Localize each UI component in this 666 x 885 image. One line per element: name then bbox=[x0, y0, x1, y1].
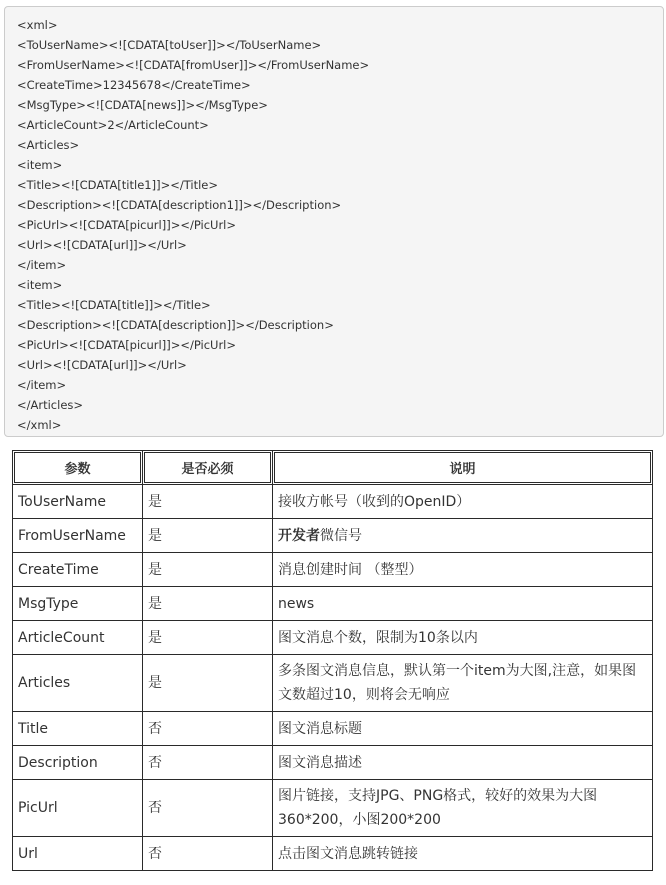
required-cell: 否 bbox=[143, 746, 273, 780]
param-cell: FromUserName bbox=[13, 519, 143, 553]
required-cell: 是 bbox=[143, 621, 273, 655]
required-cell: 是 bbox=[143, 553, 273, 587]
description-cell: news bbox=[273, 587, 653, 621]
xml-code-block bbox=[4, 6, 664, 437]
code-line: <PicUrl><![CDATA[picurl]]></PicUrl> bbox=[17, 218, 237, 232]
param-cell: MsgType bbox=[13, 587, 143, 621]
table-row bbox=[13, 553, 653, 587]
description-cell: 点击图文消息跳转链接 bbox=[273, 837, 653, 871]
code-line: </item> bbox=[17, 258, 67, 272]
description-cell: 消息创建时间 （整型） bbox=[273, 553, 653, 587]
param-cell: ArticleCount bbox=[13, 621, 143, 655]
code-line: <Articles> bbox=[17, 138, 80, 152]
table-row bbox=[13, 485, 653, 519]
param-cell: Url bbox=[13, 837, 143, 871]
param-cell: Title bbox=[13, 712, 143, 746]
required-cell: 是 bbox=[143, 519, 273, 553]
description-bold-text: 开发者 bbox=[278, 527, 320, 544]
code-line: <Description><![CDATA[description]]></Description> bbox=[17, 318, 334, 332]
code-line: <MsgType><![CDATA[news]]></MsgType> bbox=[17, 98, 268, 112]
code-line: <xml> bbox=[17, 18, 58, 32]
table-header-row bbox=[13, 451, 653, 485]
code-line: <Url><![CDATA[url]]></Url> bbox=[17, 238, 187, 252]
description-cell: 图文消息描述 bbox=[273, 746, 653, 780]
description-cell: 图片链接，支持JPG、PNG格式，较好的效果为大图360*200，小图200*200 bbox=[273, 780, 653, 837]
param-cell: ToUserName bbox=[13, 485, 143, 519]
code-line: <Title><![CDATA[title1]]></Title> bbox=[17, 178, 218, 192]
table-row bbox=[13, 587, 653, 621]
param-cell: CreateTime bbox=[13, 553, 143, 587]
code-line: <item> bbox=[17, 158, 63, 172]
header-required: 是否必须 bbox=[143, 451, 273, 485]
param-cell: Articles bbox=[13, 655, 143, 712]
code-line: <Title><![CDATA[title]]></Title> bbox=[17, 298, 211, 312]
code-line: <item> bbox=[17, 278, 63, 292]
description-cell: 图文消息个数，限制为10条以内 bbox=[273, 621, 653, 655]
code-line: </Articles> bbox=[17, 398, 84, 412]
table-row bbox=[13, 621, 653, 655]
required-cell: 是 bbox=[143, 587, 273, 621]
code-line: <ToUserName><![CDATA[toUser]]></ToUserName> bbox=[17, 38, 322, 52]
table-row bbox=[13, 712, 653, 746]
description-cell: 接收方帐号（收到的OpenID） bbox=[273, 485, 653, 519]
description-cell bbox=[273, 519, 653, 553]
required-cell: 是 bbox=[143, 655, 273, 712]
required-cell: 否 bbox=[143, 837, 273, 871]
table-row bbox=[13, 837, 653, 871]
code-line: <FromUserName><![CDATA[fromUser]]></FromUserName> bbox=[17, 58, 370, 72]
code-line: <PicUrl><![CDATA[picurl]]></PicUrl> bbox=[17, 338, 237, 352]
description-cell: 多条图文消息信息，默认第一个item为大图,注意，如果图文数超过10，则将会无响应 bbox=[273, 655, 653, 712]
code-line: </item> bbox=[17, 378, 67, 392]
param-cell: Description bbox=[13, 746, 143, 780]
required-cell: 否 bbox=[143, 712, 273, 746]
code-line: <CreateTime>12345678</CreateTime> bbox=[17, 78, 251, 92]
description-cell: 图文消息标题 bbox=[273, 712, 653, 746]
code-line: </xml> bbox=[17, 418, 62, 432]
code-line: <Url><![CDATA[url]]></Url> bbox=[17, 358, 187, 372]
code-line: <Description><![CDATA[description1]]></Description> bbox=[17, 198, 342, 212]
param-cell: PicUrl bbox=[13, 780, 143, 837]
header-description: 说明 bbox=[273, 451, 653, 485]
description-text: 微信号 bbox=[320, 527, 362, 544]
code-line: <ArticleCount>2</ArticleCount> bbox=[17, 118, 209, 132]
table-row bbox=[13, 655, 653, 712]
table-row bbox=[13, 746, 653, 780]
header-param: 参数 bbox=[13, 451, 143, 485]
table-row bbox=[13, 519, 653, 553]
required-cell: 否 bbox=[143, 780, 273, 837]
required-cell: 是 bbox=[143, 485, 273, 519]
parameter-table bbox=[12, 450, 653, 871]
table-row bbox=[13, 780, 653, 837]
